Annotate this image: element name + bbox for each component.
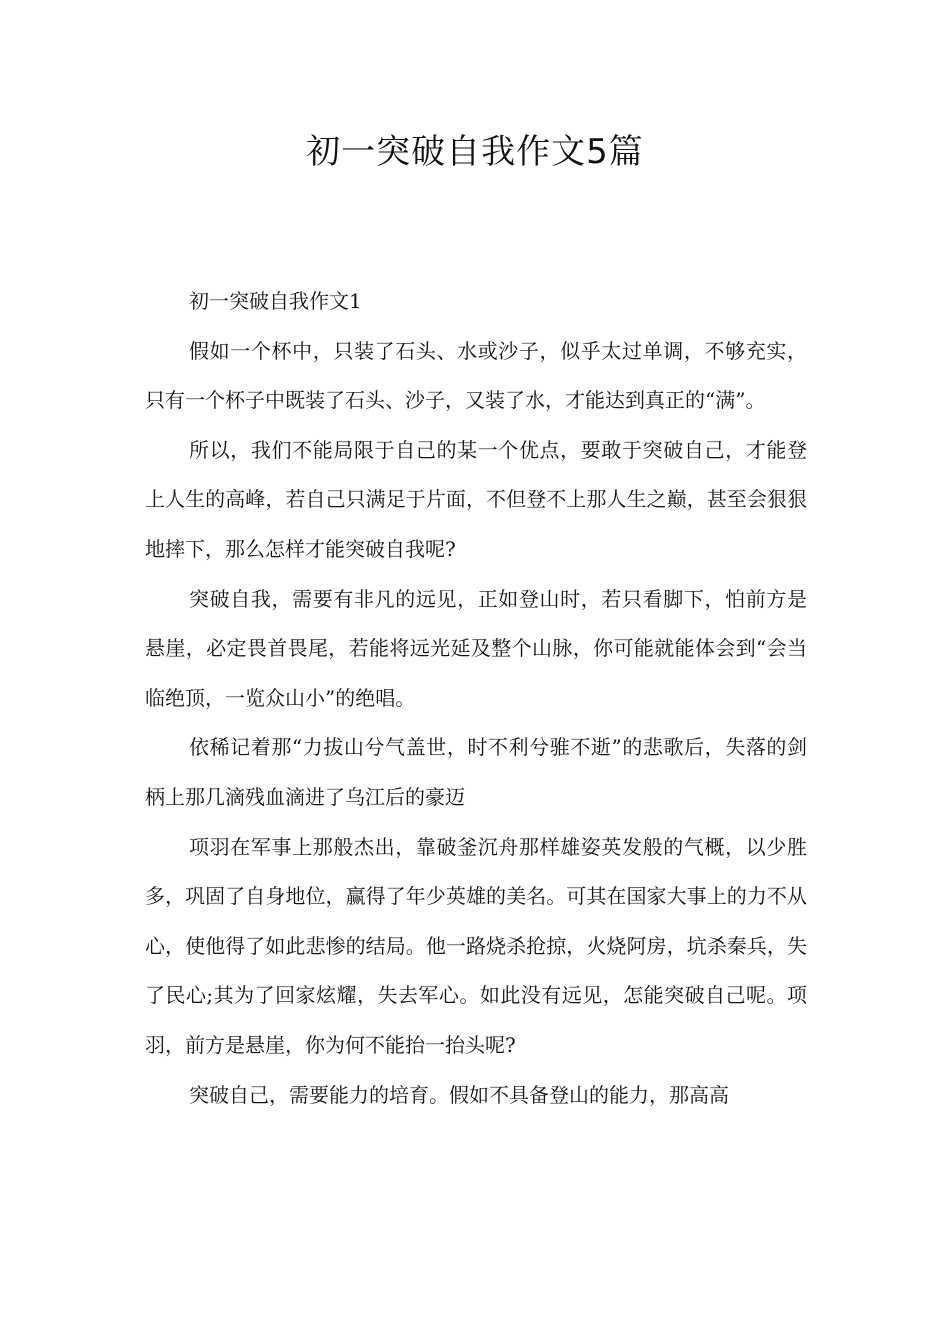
paragraph: 假如一个杯中，只装了石头、水或沙子，似乎太过单调，不够充实，只有一个杯子中既装了石头、沙子，又装了水，才能达到真正的“满”。 (145, 338, 807, 413)
document-body (145, 277, 807, 1120)
paragraph: 突破自我，需要有非凡的远见，正如登山时，若只看脚下，怕前方是悬崖，必定畏首畏尾，若能将远光延及整个山脉，你可能就能体会到“会当临绝顶，一览众山小”的绝唱。 (145, 586, 807, 710)
section-heading: 初一突破自我作文1 (189, 289, 362, 313)
paragraph: 突破自己，需要能力的培育。假如不具备登山的能力，那高高 (189, 1082, 729, 1107)
paragraph: 所以，我们不能局限于自己的某一个优点，要敢于突破自己，才能登上人生的高峰，若自己只满足于片面，不但登不上那人生之巅，甚至会狠狠地摔下，那么怎样才能突破自我呢? (145, 437, 807, 561)
paragraph: 依稀记着那“力拔山兮气盖世，时不利兮骓不逝”的悲歌后，失落的剑柄上那几滴残血滴进了乌江后的豪迈 (145, 735, 807, 809)
paragraph: 项羽在军事上那般杰出，靠破釜沉舟那样雄姿英发般的气概，以少胜多，巩固了自身地位，赢得了年少英雄的美名。可其在国家大事上的力不从心，使他得了如此悲惨的结局。他一路烧杀抢掠，火烧阿房，坑杀秦兵，失了民心;其为了回家炫耀，失去军心。如此没有远见，怎能突破自己呢。项羽，前方是悬崖，你为何不能抬一抬头呢? (145, 834, 807, 1057)
document-title: 初一突破自我作文5篇 (306, 132, 644, 172)
